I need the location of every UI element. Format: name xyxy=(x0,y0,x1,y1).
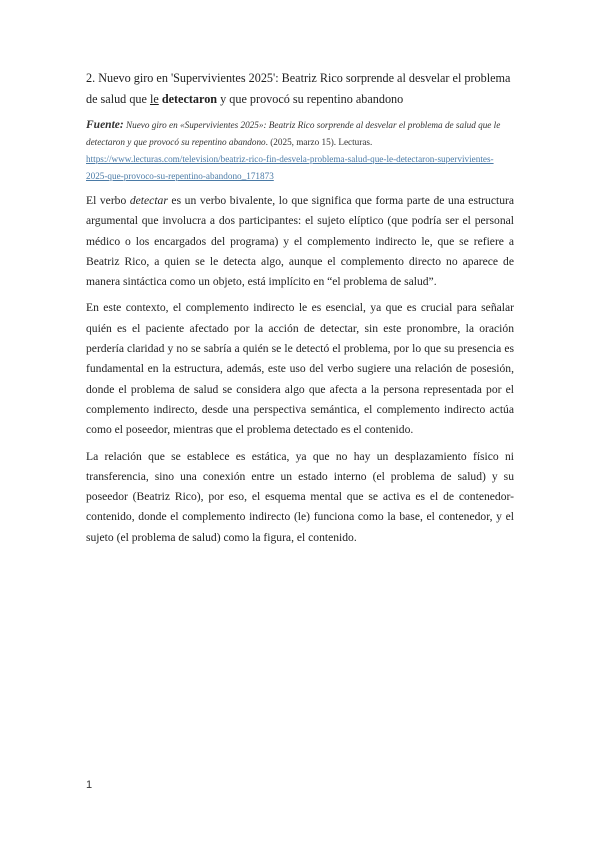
page-content xyxy=(86,68,514,554)
source-italic-title: Nuevo giro en «Supervivientes 2025»: Beatriz Rico sorprende al desvelar el problema de salud que le detectaron y que provocó su repentino abandono xyxy=(86,120,501,147)
source-citation xyxy=(86,117,514,185)
paragraph-1-before: El verbo xyxy=(86,194,130,207)
title-suffix: y que provocó su repentino abandono xyxy=(217,92,404,106)
title-bold-word: detectaron xyxy=(161,92,218,106)
paragraph-2: En este contexto, el complemento indirecto le es esencial, ya que es crucial para señalar quién es el paciente afectado por la acción de detectar, sin este pronombre, la oración perdería claridad y no se sabría a quién se le detectó el problema, por lo que su presencia es fundamental en la estructura, además, este uso del verbo sugiere una relación de posesión, donde el problema de salud se considera algo que afecta a la persona representada por el complemento indirecto, desde una perspectiva semántica, el complemento indirecto actúa como el poseedor, mientras que el problema detectado es el contenido. xyxy=(86,301,514,437)
source-date: . (2025, marzo 15). xyxy=(265,137,339,147)
paragraph-1-verb: detectar xyxy=(129,194,168,207)
section-title xyxy=(86,68,514,110)
page-number: 1 xyxy=(86,779,93,791)
source-label: Fuente: xyxy=(86,119,124,131)
source-url-link[interactable]: https://www.lecturas.com/television/beatriz-rico-fin-desvela-problema-salud-que-le-detectaron-supervivientes-2025-que-provoco-su-repentino-abandono_171873 xyxy=(86,154,494,181)
paragraph-1-after: es un verbo bivalente, lo que significa que forma parte de una estructura argumental que involucra a dos participantes: el sujeto elíptico (que podría ser el personal médico o los encargados del programa) y el complemento indirecto le, que se refiere a Beatriz Rico, a quien se le detecta algo, aunque el complemento directo no aparece de manera sintáctica como un objeto, está implícito en “el problema de salud”. xyxy=(86,194,515,289)
title-prefix: 2. Nuevo giro en 'Supervivientes 2025': Beatriz Rico sorprende al desvelar el problema de salud que xyxy=(86,71,511,106)
source-after-publisher: . xyxy=(370,137,373,147)
paragraph-3: La relación que se establece es estática, ya que no hay un desplazamiento físico ni transferencia, sino una conexión entre un estado interno (el problema de salud) y su poseedor (Beatriz Rico), por eso, el esquema mental que se activa es el de contenedor-contenido, donde el complemento indirecto (le) funciona como la base, el contenedor, y el sujeto (el problema de salud) como la figura, el contenido. xyxy=(86,449,514,544)
title-underlined-le: le xyxy=(149,92,159,106)
paragraph-1 xyxy=(86,191,514,292)
source-publisher: Lecturas xyxy=(338,137,370,147)
